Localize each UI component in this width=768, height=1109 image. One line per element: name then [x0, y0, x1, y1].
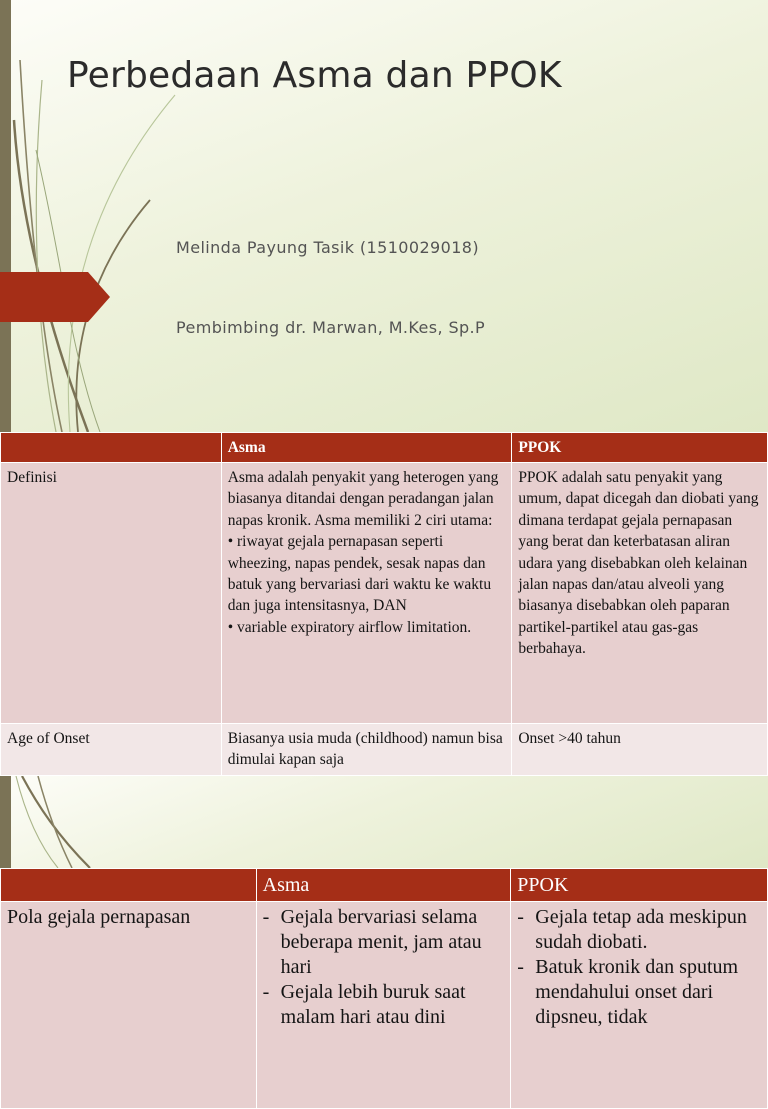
list-item: - Batuk kronik dan sputum mendahului onset dari dipsneu, tidak [517, 955, 761, 1030]
header-asma: Asma [221, 433, 512, 463]
header-empty [1, 433, 222, 463]
table-row [1, 724, 768, 776]
comparison-table-2 [0, 868, 768, 1109]
advisor-name: Pembimbing dr. Marwan, M.Kes, Sp.P [176, 318, 486, 337]
table-header-row [1, 433, 768, 463]
arrow-tab-shape [0, 272, 110, 322]
asma-cell: Asma adalah penyakit yang heterogen yang biasanya ditandai dengan peradangan jalan napas kronik. Asma memiliki 2 ciri utama: • riwayat gejala pernapasan seperti wheezing, napas pendek, sesak napas dan batuk yang bervariasi dari waktu ke waktu dan juga intensitasnya, DAN • variable expiratory airflow limitation. [221, 463, 512, 724]
ppok-cell: PPOK adalah satu penyakit yang umum, dapat dicegah dan diobati yang dimana terdapat gejala pernapasan yang berat dan keterbatasan aliran udara yang disebabkan oleh kelainan jalan napas dan/atau alveoli yang biasanya disebabkan oleh paparan partikel-partikel atau gas-gas berbahaya. [512, 463, 768, 724]
list-item: - Gejala bervariasi selama beberapa menit, jam atau hari [263, 905, 505, 980]
asma-cell: Biasanya usia muda (childhood) namun bisa dimulai kapan saja [221, 724, 512, 776]
row-label: Age of Onset [1, 724, 222, 776]
title-slide [0, 0, 768, 432]
table-row [1, 463, 768, 724]
ppok-cell [511, 902, 768, 1109]
row-label: Definisi [1, 463, 222, 724]
author-name: Melinda Payung Tasik (1510029018) [176, 238, 479, 257]
slide-title: Perbedaan Asma dan PPOK [67, 55, 562, 96]
comparison-table-1 [0, 432, 768, 776]
ppok-cell: Onset >40 tahun [512, 724, 768, 776]
list-item: - Gejala tetap ada meskipun sudah diobati. [517, 905, 761, 955]
header-empty [1, 869, 257, 902]
header-ppok: PPOK [511, 869, 768, 902]
header-ppok: PPOK [512, 433, 768, 463]
row-label: Pola gejala pernapasan [1, 902, 257, 1109]
table-header-row [1, 869, 768, 902]
header-asma: Asma [256, 869, 511, 902]
vine-decoration-icon [0, 776, 200, 868]
table-row [1, 902, 768, 1109]
asma-cell [256, 902, 511, 1109]
second-slide-top [0, 776, 768, 868]
list-item: - Gejala lebih buruk saat malam hari atau dini [263, 980, 505, 1030]
